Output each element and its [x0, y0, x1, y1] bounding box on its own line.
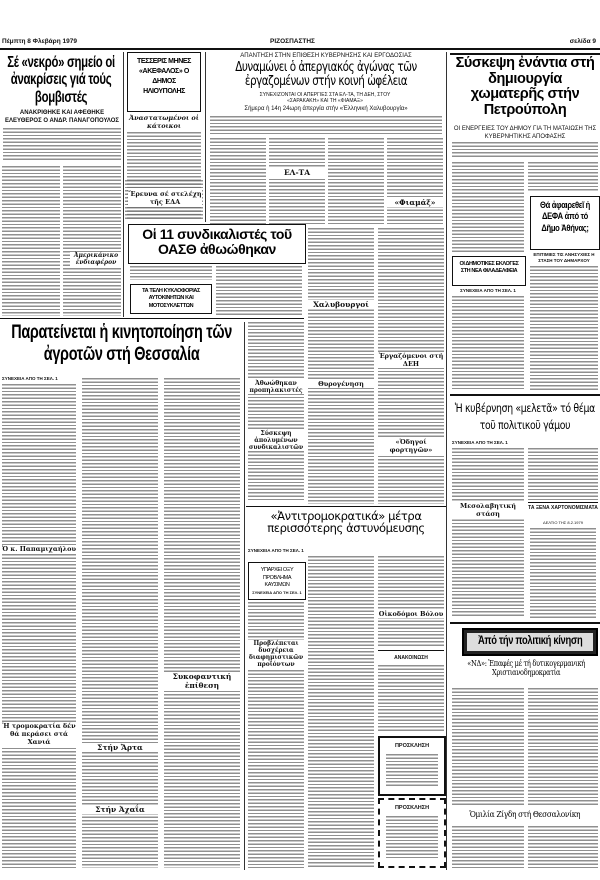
marriage-body-col1 [452, 448, 524, 618]
farmers-cont: ΣΥΝΕΧΕΙΑ ΑΠΟ ΤΗ ΣΕΛ. 1 [2, 376, 58, 381]
newspaper-name: ΡΙΖΟΣΠΑΣΤΗΣ [270, 38, 315, 45]
announcement-body [378, 665, 444, 731]
farmers-body-col1 [2, 384, 76, 868]
marriage-body-col2 [528, 448, 598, 500]
fuel-subhead: Προβλέπεται δυσχέρεια διαφημιστικῶν προϊόντων [248, 640, 304, 668]
column-divider [244, 322, 245, 870]
politics-banner [462, 628, 598, 656]
bombers-subhead: ΑΝΑΚΡΙΘΗΚΕ ΚΑΙ ΑΦΕΘΗΚΕ ΕΛΕΥΘΕΡΟΣ Ο ΑΝΔΡ. ΠΑΝΑΓΟΠΟΥΛΟΣ [4, 110, 120, 124]
rule [528, 502, 598, 503]
invitation-box-1 [378, 736, 446, 796]
rule [246, 506, 446, 507]
antiterror-cont: ΣΥΝΕΧΕΙΑ ΑΠΟ ΤΗ ΣΕΛ. 1 [248, 548, 304, 553]
strike-body-col1 [210, 138, 266, 224]
bombers-headline: Σέ «νεκρό» σημείο οἱ ἀνακρίσεις γιά τούς βομβιστές [7, 54, 115, 106]
ilioupoli-subhead: Ἀναστατωμένοι οἱ κάτοικοι [127, 114, 201, 130]
oasth-body-col2 [216, 266, 302, 316]
bombers-lede [3, 128, 121, 162]
fees-headline: ΤΑ ΤΕΛΗ ΚΥΚΛΟΦΟΡΙΑΣ ΑΥΤΟΚΙΝΗΤΩΝ ΚΑΙ ΜΟΤΟΣΥΚΛΕΤΤΩΝ [142, 288, 200, 309]
nd-body-col1 [452, 688, 524, 806]
defa-body [530, 266, 598, 391]
rule [0, 318, 304, 319]
defa-headline: Θά ἀφαιρεθεῖ ἡ ΔΕΦΑ ἀπό τό Δῆμο Ἀθήνας; [540, 200, 590, 234]
invitation-title-1: ΠΡΟΣΚΛΗΣΗ [394, 743, 430, 749]
rule [450, 394, 600, 396]
bombers-body-col1 [2, 166, 60, 316]
strike-lede [210, 116, 442, 134]
farmers-subhead-acquitted: Ἀθωώθηκαν προπηλακιστές [249, 380, 303, 394]
farmers-subhead-slander: Συκοφαντική ἐπίθεση [164, 672, 240, 690]
antiterror-headline: «Ἀντιτρομοκρατικά» μέτρα περισσότερης ἀστυνόμευσης [267, 509, 425, 536]
issue-date: Πέμπτη 8 Φλεβάρη 1979 [2, 38, 77, 45]
farmers-body-col2 [82, 378, 158, 868]
dump-lede [452, 142, 598, 158]
currency-date: ΔΕΛΤΙΟ ΤΗΣ 8.2.1979 [543, 520, 583, 525]
column-divider [205, 52, 206, 222]
oasth-box [128, 224, 306, 264]
strike-deck: Σήμερα ἡ 14η 24ωρη ἀπεργία στήν «Ἑλληνική Χαλυβουργία» [244, 106, 408, 112]
strike-subhead-drivers: «Ὁδηγοί φορτηγῶν» [378, 438, 444, 454]
strike-headline: Δυναμώνει ὁ ἀπεργιακός ἀγώνας τῶν ἐργαζομένων στήν κοινή ὠφέλεια [235, 60, 417, 90]
ilioupoli-headline: ΤΕΣΣΕΡΙΣ ΜΗΝΕΣ «ΑΚΕΦΑΛΟΣ» Ο ΔΗΜΟΣ ΗΛΙΟΥΠΟΛΗΣ [137, 58, 191, 96]
rule [450, 622, 600, 624]
nd-body-col2 [528, 688, 598, 806]
farmers-subhead-achaia: Στήν Ἀχαΐα [82, 805, 158, 814]
elections-body [452, 296, 524, 391]
farmers-headline: Παρατείνεται ἡ κινητοποίηση τῶν ἀγροτῶν στή Θεσσαλία [11, 322, 232, 365]
marriage-headline: Ἡ κυβέρνηση «μελετᾶ» τό θέμα τοῦ πολιτικοῦ γάμου [454, 401, 595, 433]
bombers-subhead-eda: Ἔρευνα σέ στελέχη τῆς ΕΔΑ [128, 190, 202, 206]
invitation-body-2 [386, 816, 438, 860]
bombers-body-col2 [63, 166, 121, 316]
strike-subhead-fiamax: «Φιαμάξ» [387, 198, 443, 207]
nd-headline: «ΝΔ»: Ἐπαφές μέ τή δυτικογερμανική Χριστιανοδημοκρατία [467, 659, 585, 679]
invitation-body-1 [386, 754, 438, 788]
farmers-body-col3 [164, 378, 240, 868]
politics-banner-inner [467, 633, 593, 651]
farmers-subhead-papamichail: Ὁ κ. Παπαμιχαήλου [2, 545, 76, 553]
farmers-subhead-chania: Ἡ τρομοκρατία δέν θά περάσει στά Χανιά [2, 722, 76, 746]
fuel-headline: ΥΠΑΡΧΕΙ ΟΞΥ ΠΡΟΒΛΗΜΑ ΚΑΥΣΙΜΩΝ [260, 567, 294, 589]
ilioupoli-box [127, 52, 201, 112]
antiterror-body-col3 [378, 556, 444, 646]
strike-body-col3 [328, 138, 384, 224]
fuel-box [248, 562, 306, 600]
strike-subhead: ΣΥΝΕΧΙΖΟΝΤΑΙ ΟΙ ΑΠΕΡΓΙΕΣ ΣΤΑ ΕΛ-ΤΑ, ΤΗ ΔΕΗ, ΣΤΟΥ «ΣΑΡΑΚΑΚΗ» ΚΑΙ ΤΗ «ΦΙΑΜΑΞ» [259, 92, 391, 105]
oasth-body-col1 [130, 266, 212, 280]
elections-box [452, 256, 526, 286]
currency-title: ΤΑ ΞΕΝΑ ΧΑΡΤΟΝΟΜΙΣΜΑΤΑ [528, 505, 598, 511]
fuel-cont: ΣΥΝΕΧΕΙΑ ΑΠΟ ΤΗ ΣΕΛ. 1 [252, 590, 302, 595]
fees-box [130, 284, 212, 314]
oasth-headline: Οἱ 11 συνδικαλιστές τοῦ ΟΑΣΘ ἀθωώθηκαν [142, 226, 292, 258]
antiterror-subhead-builders: Οἰκοδόμοι Βόλου [378, 610, 444, 618]
announcement-box [378, 650, 444, 733]
zigdis-headline: Ὁμιλία Ζίγδη στή Θεσσαλονίκη [469, 810, 581, 820]
invitation-title-2: ΠΡΟΣΚΛΗΣΗ [394, 805, 430, 811]
strike-kicker: ΑΠΑΝΤΗΣΗ ΣΤΗΝ ΕΠΙΘΕΣΗ ΚΥΒΕΡΝΗΣΗΣ ΚΑΙ ΕΡΓΟΔΟΣΙΑΣ [240, 53, 412, 59]
elections-headline: ΟΙ ΔΗΜΟΤΙΚΕΣ ΕΚΛΟΓΕΣ ΣΤΗ ΝΕΑ ΦΙΛΑΔΕΛΦΕΙΑ [459, 261, 519, 275]
elections-cont: ΣΥΝΕΧΕΙΑ ΑΠΟ ΤΗ ΣΕΛ. 1 [460, 288, 516, 293]
marriage-subhead: Μεσολαβητική στάση [452, 502, 524, 518]
dump-subhead: ΟΙ ΕΝΕΡΓΕΙΕΣ ΤΟΥ ΔΗΜΟΥ ΓΙΑ ΤΗ ΜΑΤΑΙΩΣΗ ΤΗΣ ΚΥΒΕΡΝΗΤΙΚΗΣ ΑΠΟΦΑΣΗΣ [453, 126, 597, 140]
strike-body-col4 [387, 138, 443, 224]
zigdis-body-col2 [528, 826, 598, 868]
announcement-title: ΑΝΑΚΟΙΝΩΣΗ [394, 655, 428, 661]
farmers-subhead-meeting: Σύσκεψη ἀπολυμένων συνδικαλιστῶν [248, 430, 304, 451]
antiterror-body-col2 [308, 556, 374, 868]
defa-subhead: ΕΠΙΤΙΜΙΕΣ ΤΙΣ ΑΝΗΣΥΧΙΕΣ Η ΣΤΑΣΗ ΤΟΥ ΔΗΜΑΡΧΟΥ [533, 252, 595, 263]
marriage-cont: ΣΥΝΕΧΕΙΑ ΑΠΟ ΤΗ ΣΕΛ. 1 [452, 440, 508, 445]
bombers-subhead-american: Ἀμερικάνικο ἐνδιαφέρον [70, 252, 122, 266]
column-divider [123, 52, 124, 317]
dump-headline: Σύσκεψη ἐνάντια στή δημιουργία χωματερῆς στήν Πετρούπολη [455, 55, 595, 118]
center-body-col1 [308, 228, 374, 504]
dump-body-col2 [528, 162, 598, 192]
politics-banner-text: Ἀπό τήν πολιτική κίνηση [477, 633, 583, 647]
farmers-subhead-arta: Στήν Ἄρτα [82, 743, 158, 752]
zigdis-body-col1 [452, 826, 524, 868]
strike-body-col2 [269, 138, 325, 224]
page-number: σελίδα 9 [569, 38, 596, 45]
strike-subhead-steel: Χαλυβουργοί [308, 300, 374, 309]
strike-subhead-elta: ΕΛ-ΤΑ [269, 168, 325, 177]
masthead-rule [0, 48, 600, 50]
strike-subhead-thyro: Θυρογένηση [308, 380, 374, 388]
defa-box [530, 196, 600, 250]
dump-body-col1 [452, 162, 524, 252]
acquittal-body [248, 322, 304, 502]
invitation-box-2 [378, 798, 446, 868]
strike-subhead-dei: Ἐργαζόμενοι στή ΔΕΗ [378, 352, 444, 368]
column-divider [446, 52, 447, 870]
currency-table [530, 528, 596, 618]
